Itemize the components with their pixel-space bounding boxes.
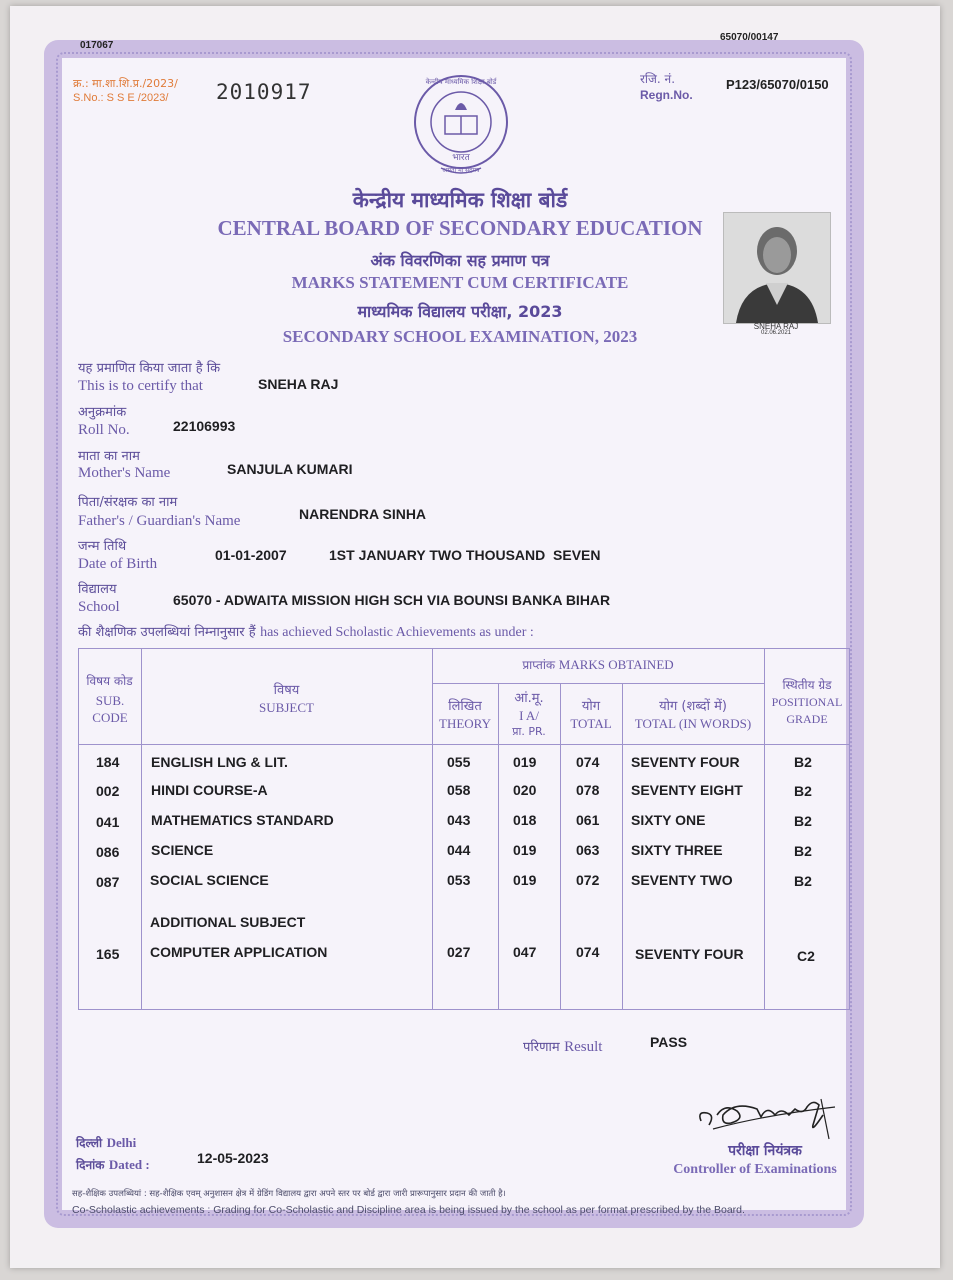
table-cell-words: SEVENTY TWO <box>631 872 733 888</box>
header-theory-hindi: लिखित <box>448 699 482 714</box>
achieve-english: has achieved Scholastic Achievements as under : <box>260 625 534 640</box>
cbse-emblem <box>405 70 517 182</box>
table-cell-subject: HINDI COURSE-A <box>151 782 268 798</box>
table-cell-words: SIXTY ONE <box>631 812 706 828</box>
table-cell-total: 072 <box>576 872 600 888</box>
father-hindi: पिता/संरक्षक का नाम <box>78 495 178 510</box>
table-cell-theory: 044 <box>447 842 471 858</box>
header-marks-english: MARKS OBTAINED <box>558 657 674 672</box>
table-cell-words: SEVENTY FOUR <box>631 754 740 770</box>
date-value: 12-05-2023 <box>197 1150 269 1166</box>
table-cell-total: 074 <box>576 754 600 770</box>
table-cell-ia: 019 <box>513 754 537 770</box>
student-photo <box>723 212 831 324</box>
table-cell-grade: B2 <box>794 754 812 770</box>
header-words-hindi: योग (शब्दों में) <box>659 699 727 714</box>
header-subject-hindi: विषय <box>273 683 300 698</box>
footer-hindi: सह-शैक्षिक उपलब्धियां : सह-शैक्षिक एवम् अनुशासन क्षेत्र में ग्रेडिंग विद्यालय द्वारा अपने स्तर पर बोर्ड द्वारा जारी प्रारूपानुसार प्रदान की जाती है। <box>72 1189 506 1199</box>
table-cell-words: SEVENTY EIGHT <box>631 782 743 798</box>
header-pr: प्रा. PR. <box>512 725 546 738</box>
table-cell-code: 184 <box>96 754 120 770</box>
result-english: Result <box>564 1039 603 1055</box>
table-cell-code: 086 <box>96 844 120 860</box>
table-cell-subject: SOCIAL SCIENCE <box>150 872 269 888</box>
table-cell-grade: B2 <box>794 873 812 889</box>
emblem-top-text: केन्द्रीय माध्यमिक शिक्षा बोर्ड <box>425 78 497 86</box>
header-theory-english: THEORY <box>439 716 491 731</box>
place-line <box>76 1134 136 1152</box>
certify-english: This is to certify that <box>78 378 203 394</box>
dated-hindi: दिनांक <box>76 1158 105 1172</box>
header-code-english: SUB. CODE <box>92 693 128 725</box>
additional-subject-label: ADDITIONAL SUBJECT <box>150 914 306 930</box>
table-cell-code: 041 <box>96 814 120 830</box>
table-divider <box>432 683 764 684</box>
place-hindi: दिल्ली <box>76 1136 103 1150</box>
table-cell-grade: C2 <box>797 948 815 964</box>
father-name: NARENDRA SINHA <box>299 506 427 522</box>
dob-words: 1ST JANUARY TWO THOUSAND SEVEN <box>329 547 601 563</box>
header-ia-english: I A/ <box>519 708 539 723</box>
board-title-english: CENTRAL BOARD OF SECONDARY EDUCATION <box>217 216 703 240</box>
header-ia-hindi: आं.मू. <box>514 691 544 706</box>
emblem-bottom-text: भारत <box>452 153 470 163</box>
father-english: Father's / Guardian's Name <box>78 513 241 529</box>
table-cell-total: 074 <box>576 944 600 960</box>
doc-title-hindi: अंक विवरणिका सह प्रमाण पत्र <box>370 251 550 270</box>
sno-english: S.No.: S S E /2023/ <box>73 92 169 104</box>
sno-hindi: क्र.: मा.शा.शि.प्र./2023/ <box>73 77 178 90</box>
roll-number: 22106993 <box>173 418 236 434</box>
table-cell-words: SIXTY THREE <box>631 842 723 858</box>
serial-top-left: 017067 <box>80 40 114 51</box>
serial-top-right: 65070/00147 <box>720 32 779 43</box>
table-cell-grade: B2 <box>794 813 812 829</box>
regn-value: P123/65070/0150 <box>726 77 829 92</box>
table-cell-theory: 055 <box>447 754 471 770</box>
table-cell-grade: B2 <box>794 783 812 799</box>
regn-english: Regn.No. <box>640 88 693 102</box>
emblem-motto: असतो मा सद्गमय <box>442 167 480 174</box>
header-marks-hindi: प्राप्तांक <box>522 658 556 672</box>
controller-hindi: परीक्षा नियंत्रक <box>728 1143 802 1159</box>
dob-hindi: जन्म तिथि <box>78 539 127 554</box>
header-grade-english: POSITIONAL GRADE <box>771 695 843 726</box>
table-cell-theory: 027 <box>447 944 471 960</box>
footer-english: Co-Scholastic achievements : Grading for Co-Scholastic and Discipline area is being issued by the school as per format prescribed by the Board. <box>72 1204 745 1216</box>
controller-signature <box>695 1085 845 1145</box>
table-divider <box>78 744 850 745</box>
mother-hindi: माता का नाम <box>78 449 140 464</box>
header-marks-obtained <box>432 656 764 673</box>
header-words-english: TOTAL (IN WORDS) <box>634 716 752 731</box>
exam-title-english: SECONDARY SCHOOL EXAMINATION, 2023 <box>282 327 638 346</box>
header-subject-english: SUBJECT <box>259 700 314 715</box>
subject-rows <box>78 752 850 902</box>
table-cell-subject: ENGLISH LNG & LIT. <box>151 754 288 770</box>
header-code-hindi: विषय कोड <box>86 674 133 688</box>
result-hindi: परिणाम <box>523 1040 560 1055</box>
table-cell-code: 165 <box>96 946 120 962</box>
table-cell-ia: 020 <box>513 782 537 798</box>
school-hindi: विद्यालय <box>78 582 117 597</box>
table-cell-words: SEVENTY FOUR <box>635 946 744 962</box>
photo-caption-date: 02.06.2021 <box>760 330 792 336</box>
table-cell-ia: 019 <box>513 842 537 858</box>
table-cell-code: 087 <box>96 874 120 890</box>
table-cell-ia: 018 <box>513 812 537 828</box>
board-title-hindi: केन्द्रीय माध्यमिक शिक्षा बोर्ड <box>352 188 568 212</box>
exam-title-hindi: माध्यमिक विद्यालय परीक्षा, 2023 <box>357 302 563 321</box>
table-cell-theory: 053 <box>447 872 471 888</box>
table-cell-total: 078 <box>576 782 600 798</box>
table-cell-subject: SCIENCE <box>151 842 214 858</box>
header-total-hindi: योग <box>581 699 601 714</box>
result-label <box>523 1037 602 1056</box>
table-cell-subject: COMPUTER APPLICATION <box>150 944 328 960</box>
doc-title-english: MARKS STATEMENT CUM CERTIFICATE <box>291 273 629 292</box>
dated-english: Dated : <box>108 1157 150 1172</box>
table-cell-theory: 058 <box>447 782 471 798</box>
school-english: School <box>78 599 120 615</box>
dated-line <box>76 1156 150 1174</box>
certify-hindi: यह प्रमाणित किया जाता है कि <box>78 361 221 376</box>
place-english: Delhi <box>106 1135 137 1150</box>
table-cell-total: 061 <box>576 812 600 828</box>
roll-english: Roll No. <box>78 422 130 438</box>
controller-english: Controller of Examinations <box>673 1162 837 1177</box>
table-cell-ia: 047 <box>513 944 537 960</box>
table-cell-total: 063 <box>576 842 600 858</box>
table-cell-theory: 043 <box>447 812 471 828</box>
dob-english: Date of Birth <box>78 556 158 572</box>
achieve-hindi: की शैक्षणिक उपलब्धियां निम्नानुसार हैं <box>78 625 256 640</box>
header-grade-hindi: स्थितीय ग्रेड <box>782 678 832 692</box>
regn-hindi: रजि. नं. <box>640 72 676 86</box>
sno-value: 2010917 <box>216 80 312 104</box>
student-name: SNEHA RAJ <box>258 376 339 392</box>
mother-english: Mother's Name <box>78 465 171 481</box>
school-value: 65070 - ADWAITA MISSION HIGH SCH VIA BOUNSI BANKA BIHAR <box>173 592 611 608</box>
mother-name: SANJULA KUMARI <box>227 461 353 477</box>
achievement-line <box>78 622 534 641</box>
dob-value: 01-01-2007 <box>215 547 287 563</box>
student-photo-icon <box>724 213 830 323</box>
signature-icon <box>695 1085 845 1145</box>
photo-caption-name: SNEHA RAJ <box>753 322 799 331</box>
table-cell-code: 002 <box>96 783 120 799</box>
table-cell-subject: MATHEMATICS STANDARD <box>151 812 334 828</box>
roll-hindi: अनुक्रमांक <box>78 405 127 420</box>
header-total-english: TOTAL <box>570 716 612 731</box>
result-value: PASS <box>650 1034 688 1050</box>
table-cell-ia: 019 <box>513 872 537 888</box>
table-cell-grade: B2 <box>794 843 812 859</box>
